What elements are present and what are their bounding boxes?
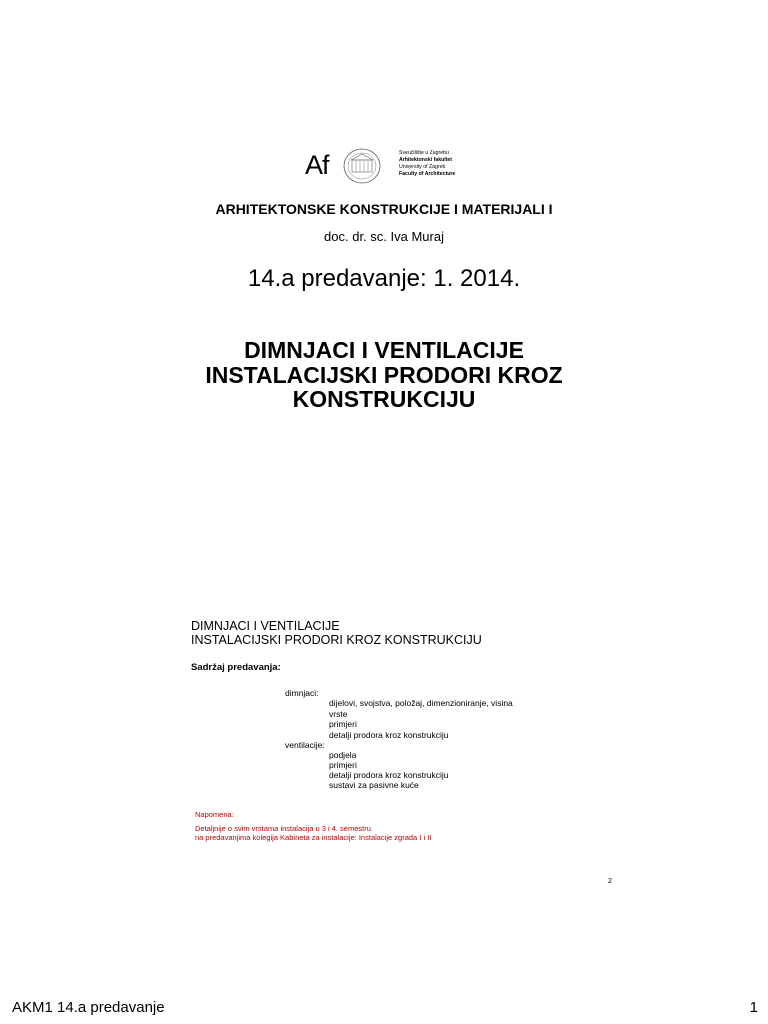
contents-item: detalji prodora kroz konstrukciju — [329, 730, 449, 740]
slide-number: 2 — [608, 878, 612, 885]
logo-line: Sveučilište u Zagrebu — [399, 150, 449, 156]
main-title-line: INSTALACIJSKI PRODORI KROZ — [205, 362, 563, 388]
contents-item: podjela — [329, 750, 357, 760]
contents-item: primjeri — [329, 760, 357, 770]
logo-line: University of Zagreb — [399, 164, 446, 170]
contents-label: Sadržaj predavanja: — [191, 662, 281, 673]
main-title-line: DIMNJACI I VENTILACIJE — [244, 337, 524, 363]
author: doc. dr. sc. Iva Muraj — [324, 229, 444, 244]
footer-label: AKM1 14.a predavanje — [12, 999, 165, 1016]
university-seal-icon — [342, 147, 382, 185]
note-label: Napomena: — [195, 810, 234, 819]
faculty-name-block — [399, 150, 455, 178]
contents-item: primjeri — [329, 719, 357, 729]
contents-item: vrste — [329, 709, 348, 719]
contents-group-label: ventilacije: — [285, 740, 325, 750]
course-title: ARHITEKTONSKE KONSTRUKCIJE I MATERIJALI I — [215, 201, 553, 217]
logo-mark: Af — [305, 150, 329, 180]
contents-item: dijelovi, svojstva, položaj, dimenzioniranje, visina — [329, 698, 513, 708]
slide-heading-line: INSTALACIJSKI PRODORI KROZ KONSTRUKCIJU — [191, 633, 482, 647]
contents-item: detalji prodora kroz konstrukciju — [329, 770, 449, 780]
contents-item: sustavi za pasivne kuće — [329, 780, 419, 790]
slide-heading-line: DIMNJACI I VENTILACIJE — [191, 619, 340, 633]
note-line: na predavanjima kolegija Kabineta za instalacije: Instalacije zgrada I i II — [195, 833, 432, 842]
logo-line: Arhitektonski fakultet — [399, 157, 453, 163]
main-title-line: KONSTRUKCIJU — [292, 386, 476, 412]
logo-line: Faculty of Architecture — [399, 171, 456, 177]
contents-group-label: dimnjaci: — [285, 688, 319, 698]
faculty-logo — [305, 145, 480, 187]
note-line: Detaljnije o svim vrstama instalacija u 3 i 4. semestru — [195, 824, 371, 833]
page-number: 1 — [749, 999, 758, 1016]
lecture-title: 14.a predavanje: 1. 2014. — [247, 265, 521, 292]
